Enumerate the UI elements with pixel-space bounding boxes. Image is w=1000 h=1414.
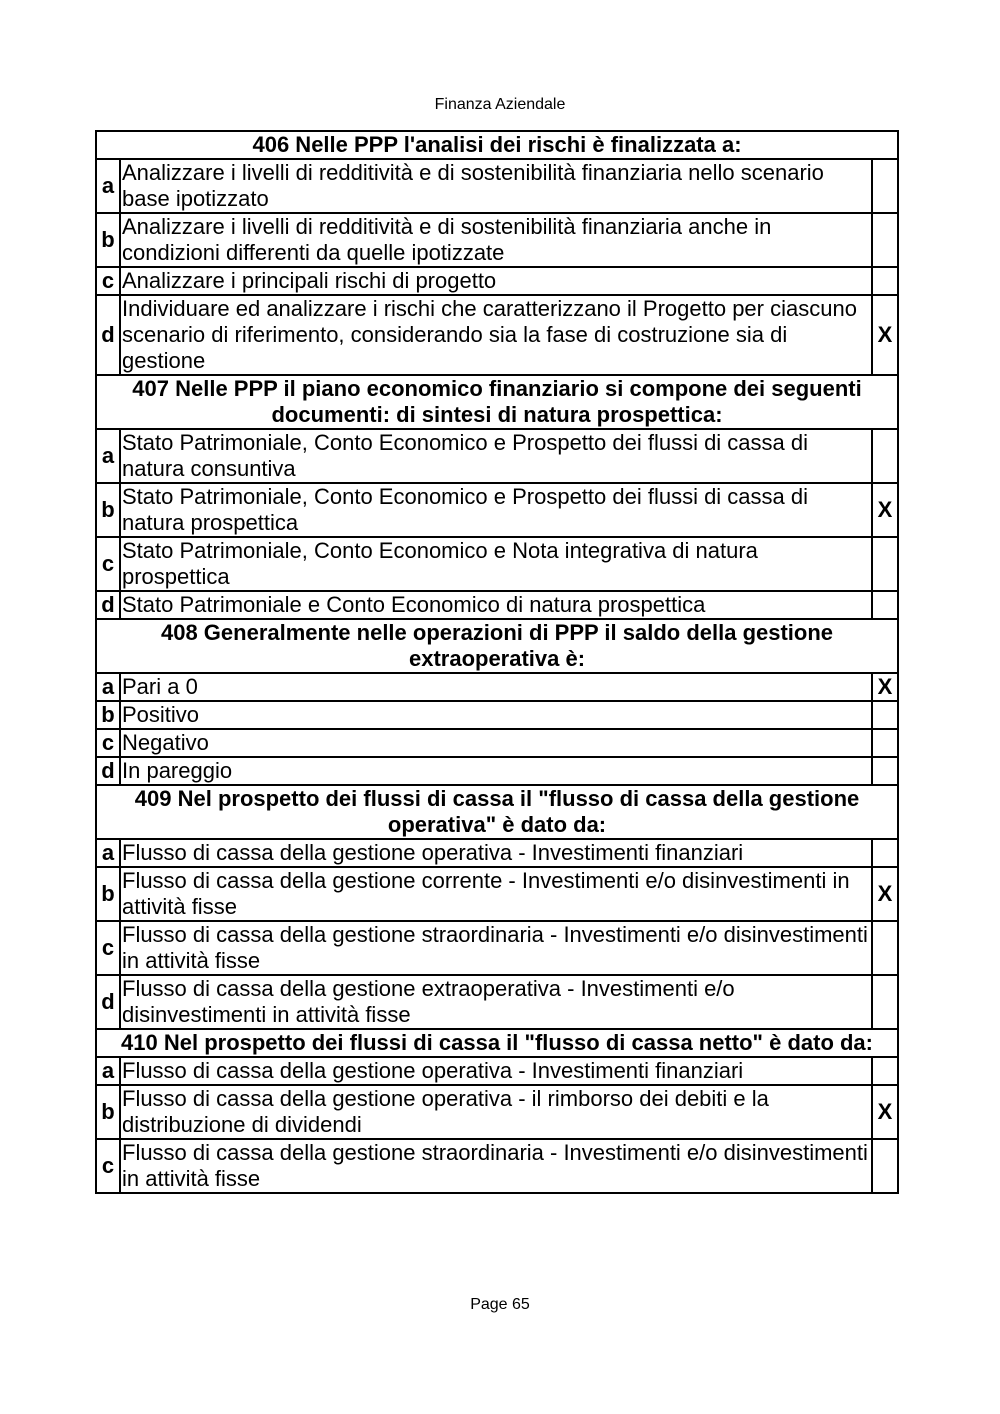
option-text: Negativo: [120, 729, 872, 757]
question-title: 407 Nelle PPP il piano economico finanziario si compone dei seguenti documenti: di sintesi di natura prospettica:: [96, 375, 898, 429]
question-row: [96, 1029, 898, 1057]
option-row: [96, 1057, 898, 1085]
option-letter: d: [96, 591, 120, 619]
option-row: [96, 295, 898, 375]
correct-answer-mark: [872, 537, 898, 591]
question-title: 410 Nel prospetto dei flussi di cassa il "flusso di cassa netto" è dato da:: [96, 1029, 898, 1057]
correct-answer-mark: [872, 267, 898, 295]
option-row: [96, 213, 898, 267]
option-row: [96, 537, 898, 591]
quiz-table: [95, 130, 899, 1194]
option-row: [96, 267, 898, 295]
option-row: [96, 921, 898, 975]
option-text: Flusso di cassa della gestione extraoperativa - Investimenti e/o disinvestimenti in attività fisse: [120, 975, 872, 1029]
option-text: Individuare ed analizzare i rischi che caratterizzano il Progetto per ciascuno scenario di riferimento, considerando sia la fase di costruzione sia di gestione: [120, 295, 872, 375]
option-row: [96, 757, 898, 785]
option-text: Stato Patrimoniale, Conto Economico e Prospetto dei flussi di cassa di natura consuntiva: [120, 429, 872, 483]
option-letter: b: [96, 701, 120, 729]
option-text: Flusso di cassa della gestione operativa - Investimenti finanziari: [120, 1057, 872, 1085]
correct-answer-mark: [872, 729, 898, 757]
option-letter: d: [96, 295, 120, 375]
option-row: [96, 975, 898, 1029]
option-text: Pari a 0: [120, 673, 872, 701]
correct-answer-mark: X: [872, 483, 898, 537]
question-title: 406 Nelle PPP l'analisi dei rischi è finalizzata a:: [96, 131, 898, 159]
option-row: [96, 483, 898, 537]
option-text: Stato Patrimoniale e Conto Economico di natura prospettica: [120, 591, 872, 619]
page-number: Page 65: [470, 1296, 530, 1313]
option-row: [96, 159, 898, 213]
quiz-body: [96, 131, 898, 1193]
option-text: Flusso di cassa della gestione straordinaria - Investimenti e/o disinvestimenti in attività fisse: [120, 1139, 872, 1193]
option-letter: a: [96, 429, 120, 483]
option-text: Flusso di cassa della gestione operativa - Investimenti finanziari: [120, 839, 872, 867]
question-title: 408 Generalmente nelle operazioni di PPP il saldo della gestione extraoperativa è:: [96, 619, 898, 673]
correct-answer-mark: X: [872, 295, 898, 375]
option-text: Stato Patrimoniale, Conto Economico e Prospetto dei flussi di cassa di natura prospettica: [120, 483, 872, 537]
option-letter: a: [96, 673, 120, 701]
option-text: Stato Patrimoniale, Conto Economico e Nota integrativa di natura prospettica: [120, 537, 872, 591]
correct-answer-mark: [872, 757, 898, 785]
option-letter: a: [96, 159, 120, 213]
option-letter: b: [96, 213, 120, 267]
option-text: Analizzare i livelli di redditività e di sostenibilità finanziaria anche in condizioni differenti da quelle ipotizzate: [120, 213, 872, 267]
option-row: [96, 839, 898, 867]
option-row: [96, 701, 898, 729]
correct-answer-mark: [872, 701, 898, 729]
correct-answer-mark: X: [872, 1085, 898, 1139]
option-text: Flusso di cassa della gestione operativa - il rimborso dei debiti e la distribuzione di dividendi: [120, 1085, 872, 1139]
option-letter: c: [96, 729, 120, 757]
option-letter: c: [96, 537, 120, 591]
option-row: [96, 429, 898, 483]
option-row: [96, 867, 898, 921]
option-row: [96, 1085, 898, 1139]
option-letter: b: [96, 867, 120, 921]
question-row: [96, 785, 898, 839]
option-letter: d: [96, 975, 120, 1029]
option-letter: c: [96, 267, 120, 295]
option-text: Flusso di cassa della gestione corrente - Investimenti e/o disinvestimenti in attività fisse: [120, 867, 872, 921]
option-row: [96, 673, 898, 701]
correct-answer-mark: [872, 1139, 898, 1193]
correct-answer-mark: [872, 591, 898, 619]
correct-answer-mark: X: [872, 673, 898, 701]
correct-answer-mark: [872, 921, 898, 975]
option-letter: b: [96, 483, 120, 537]
option-row: [96, 591, 898, 619]
option-text: Positivo: [120, 701, 872, 729]
correct-answer-mark: [872, 839, 898, 867]
option-text: Analizzare i principali rischi di progetto: [120, 267, 872, 295]
option-text: Analizzare i livelli di redditività e di sostenibilità finanziaria nello scenario base ipotizzato: [120, 159, 872, 213]
correct-answer-mark: [872, 1057, 898, 1085]
question-row: [96, 619, 898, 673]
option-text: In pareggio: [120, 757, 872, 785]
option-text: Flusso di cassa della gestione straordinaria - Investimenti e/o disinvestimenti in attività fisse: [120, 921, 872, 975]
correct-answer-mark: [872, 429, 898, 483]
correct-answer-mark: X: [872, 867, 898, 921]
option-row: [96, 729, 898, 757]
correct-answer-mark: [872, 975, 898, 1029]
page-header: Finanza Aziendale: [434, 96, 566, 113]
option-row: [96, 1139, 898, 1193]
correct-answer-mark: [872, 213, 898, 267]
question-row: [96, 131, 898, 159]
option-letter: a: [96, 1057, 120, 1085]
option-letter: b: [96, 1085, 120, 1139]
question-title: 409 Nel prospetto dei flussi di cassa il "flusso di cassa della gestione operativa" è dato da:: [96, 785, 898, 839]
option-letter: c: [96, 1139, 120, 1193]
correct-answer-mark: [872, 159, 898, 213]
option-letter: a: [96, 839, 120, 867]
option-letter: d: [96, 757, 120, 785]
option-letter: c: [96, 921, 120, 975]
question-row: [96, 375, 898, 429]
